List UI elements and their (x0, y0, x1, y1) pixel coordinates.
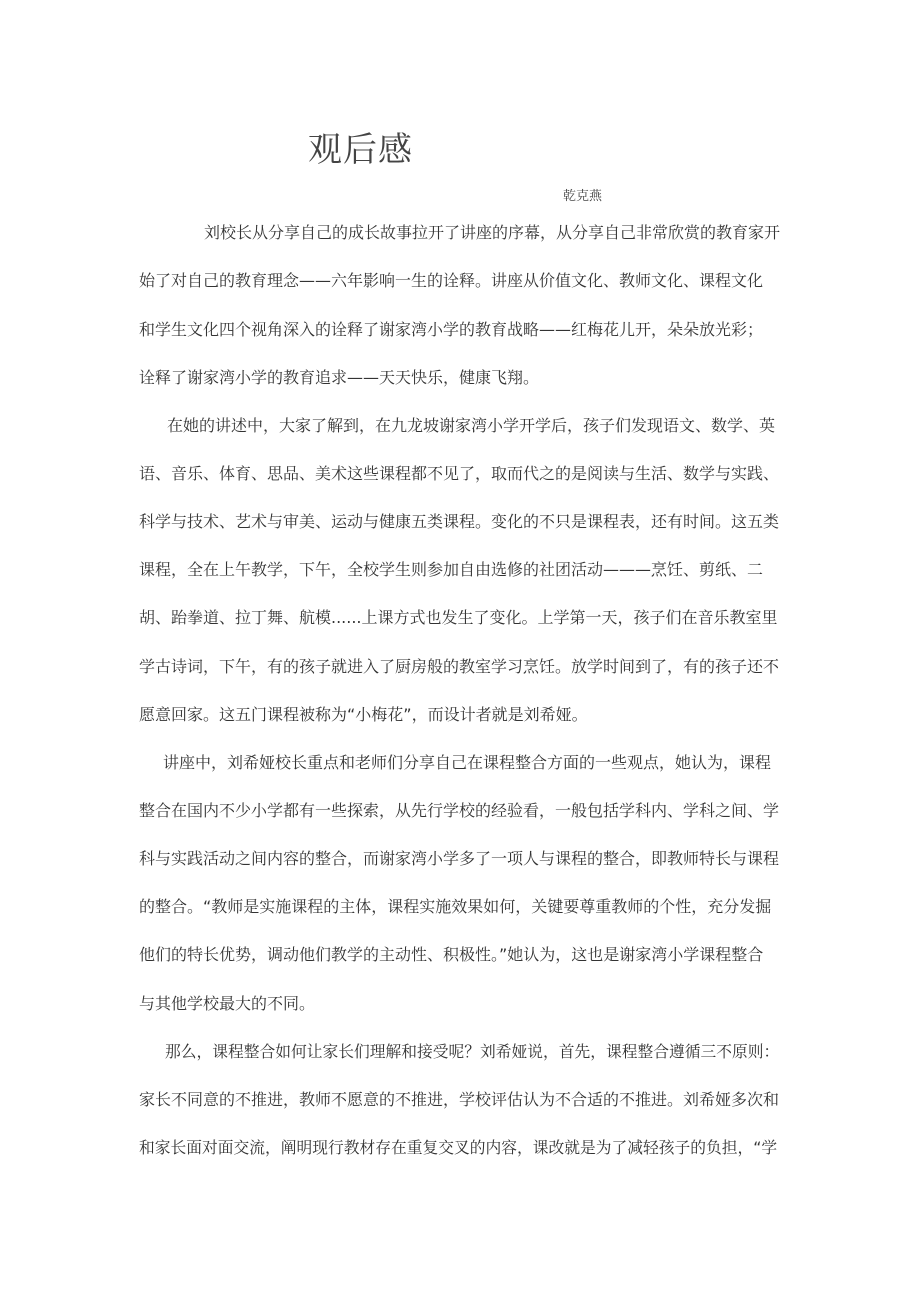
text-line: 课程，全在上午教学，下午，全校学生则参加自由选修的社团活动———烹饪、剪纸、二 (139, 560, 764, 579)
text-line: 愿意回家。这五门课程被称为“小梅花”，而设计者就是刘希娅。 (139, 705, 588, 724)
text-line: 始了对自己的教育理念——六年影响一生的诠释。讲座从价值文化、教师文化、课程文化 (139, 271, 764, 290)
text-line: 诠释了谢家湾小学的教育追求——天天快乐，健康飞翔。 (139, 368, 540, 387)
author-name: 乾克燕 (563, 189, 603, 204)
text-line: 刘校长从分享自己的成长故事拉开了讲座的序幕，从分享自己非常欣赏的教育家开 (204, 223, 781, 242)
text-line: 语、音乐、体育、思品、美术这些课程都不见了，取而代之的是阅读与生活、数学与实践、 (139, 464, 780, 483)
text-line: 科与实践活动之间内容的整合，而谢家湾小学多了一项人与课程的整合，即教师特长与课程 (139, 849, 780, 868)
text-line: 和学生文化四个视角深入的诠释了谢家湾小学的教育战略——红梅花儿开，朵朵放光彩； (139, 320, 764, 339)
text-line: 科学与技术、艺术与审美、运动与健康五类课程。变化的不只是课程表，还有时间。这五类 (139, 512, 780, 531)
text-line: 他们的特长优势，调动他们教学的主动性、积极性。”她认为，这也是谢家湾小学课程整合 (139, 945, 764, 964)
text-line: 家长不同意的不推进，教师不愿意的不推进，学校评估认为不合适的不推进。刘希娅多次和 (139, 1090, 780, 1109)
text-line: 整合在国内不少小学都有一些探索，从先行学校的经验看，一般包括学科内、学科之间、学 (139, 801, 780, 820)
document-title: 观后感 (308, 130, 413, 170)
text-line: 讲座中，刘希娅校长重点和老师们分享自己在课程整合方面的一些观点，她认为，课程 (163, 753, 772, 772)
text-line: 那么，课程整合如何让家长们理解和接受呢？刘希娅说，首先，课程整合遵循三不原则： (165, 1042, 780, 1061)
text-line: 胡、跆拳道、拉丁舞、航模......上课方式也发生了变化。上学第一天，孩子们在音乐教室里 (139, 608, 778, 627)
text-line: 学古诗词，下午，有的孩子就进入了厨房般的教室学习烹饪。放学时间到了，有的孩子还不 (139, 657, 780, 676)
text-line: 的整合。“教师是实施课程的主体，课程实施效果如何，关键要尊重教师的个性，充分发掘 (139, 897, 772, 916)
text-line: 在她的讲述中，大家了解到，在九龙坡谢家湾小学开学后，孩子们发现语文、数学、英 (167, 416, 776, 435)
text-line: 和家长面对面交流，阐明现行教材存在重复交叉的内容，课改就是为了减轻孩子的负担，“学 (139, 1138, 778, 1157)
text-line: 与其他学校最大的不同。 (139, 994, 316, 1013)
